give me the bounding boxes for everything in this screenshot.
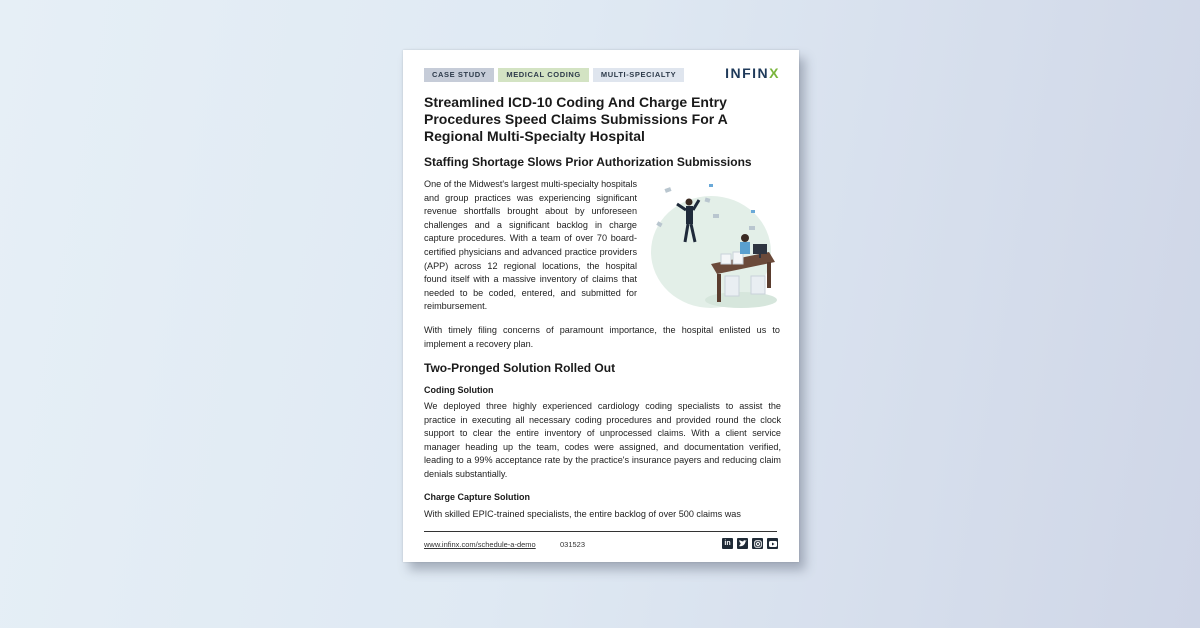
footer-divider <box>424 531 777 532</box>
section-heading-solution: Two-Pronged Solution Rolled Out <box>424 361 616 375</box>
paragraph-recovery-plan: With timely filing concerns of paramount importance, the hospital enlisted us to implement a recovery plan. <box>424 325 780 349</box>
paragraph-coding-solution: We deployed three highly experienced cardiology coding specialists to assist the practice in executing all necessary coding procedures and provided round the clock support to clear the entire inventory of unprocessed claims. With a client service manager heading up the team, codes were assigned, and documentation verified, leading to a 99% acceptance rate by the practice's insurance payers and reducing claim denials substantially. <box>424 401 781 479</box>
paragraph-background: One of the Midwest's largest multi-specialty hospitals and group practices was experiencing significant revenue shortfalls brought about by unforeseen challenges and a significant backlog in charge capture procedures. With a team of over 70 board-certified physicians and advanced practice providers (APP) across 12 regional locations, the hospital found itself with a massive inventory of claims that needed to be coded, entered, and submitted for reimbursement. <box>424 179 638 312</box>
social-links <box>722 538 778 549</box>
infinx-logo: INFINX <box>725 65 780 81</box>
subheading-coding-solution: Coding Solution <box>424 385 494 395</box>
document-page <box>403 50 799 562</box>
tag-list <box>424 68 684 82</box>
schedule-demo-link[interactable]: www.infinx.com/schedule-a-demo <box>424 540 536 549</box>
office-worker-illustration <box>649 180 783 310</box>
section-heading-staffing: Staffing Shortage Slows Prior Authorization Submissions <box>424 155 752 169</box>
subheading-charge-capture: Charge Capture Solution <box>424 492 531 502</box>
twitter-icon[interactable] <box>737 538 748 549</box>
tag-medical-coding: MEDICAL CODING <box>498 68 589 82</box>
document-code: 031523 <box>560 540 586 549</box>
document-title: Streamlined ICD-10 Coding And Charge Entry Procedures Speed Claims Submissions For A Regional Multi-Specialty Hospital <box>424 94 728 144</box>
instagram-icon[interactable] <box>752 538 763 549</box>
paragraph-charge-capture: With skilled EPIC-trained specialists, the entire backlog of over 500 claims was <box>424 509 741 519</box>
linkedin-icon[interactable]: in <box>722 538 733 549</box>
tag-case-study: CASE STUDY <box>424 68 494 82</box>
youtube-icon[interactable] <box>767 538 778 549</box>
tag-multi-specialty: MULTI-SPECIALTY <box>593 68 684 82</box>
